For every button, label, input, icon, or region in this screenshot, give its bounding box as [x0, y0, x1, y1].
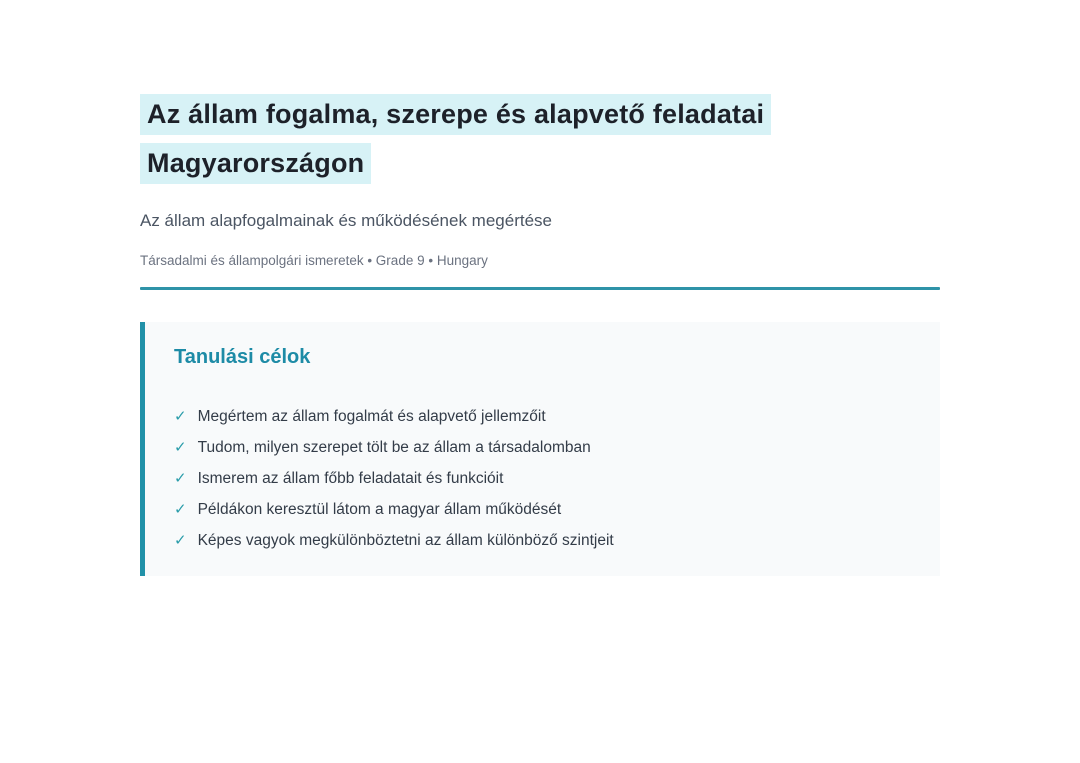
lesson-header — [140, 90, 940, 290]
goal-text: Tudom, milyen szerepet tölt be az állam a társadalomban — [197, 439, 591, 456]
content-column — [140, 90, 940, 576]
learning-goals-card — [140, 322, 940, 576]
goal-item — [174, 501, 910, 518]
check-icon: ✓ — [174, 532, 187, 549]
check-icon: ✓ — [174, 408, 187, 425]
goals-list — [174, 408, 910, 549]
goal-text: Megértem az állam fogalmát és alapvető jellemzőit — [197, 408, 546, 425]
goal-item — [174, 408, 910, 425]
title-highlight: Az állam fogalma, szerepe és alapvető feladatai Magyarországon — [140, 94, 771, 184]
goals-heading: Tanulási célok — [174, 346, 311, 368]
goal-text: Példákon keresztül látom a magyar állam működését — [197, 501, 562, 518]
goal-item — [174, 439, 910, 456]
header-divider — [140, 287, 940, 290]
goal-text: Ismerem az állam főbb feladatait és funkcióit — [197, 470, 504, 487]
goal-text: Képes vagyok megkülönböztetni az állam különböző szintjeit — [197, 532, 614, 549]
check-icon: ✓ — [174, 470, 187, 487]
lesson-meta: Társadalmi és állampolgári ismeretek • Grade 9 • Hungary — [140, 253, 488, 268]
lesson-subtitle: Az állam alapfogalmainak és működésének megértése — [140, 211, 553, 230]
check-icon: ✓ — [174, 439, 187, 456]
page-title — [140, 90, 940, 188]
goal-item — [174, 532, 910, 549]
goal-item — [174, 470, 910, 487]
check-icon: ✓ — [174, 501, 187, 518]
